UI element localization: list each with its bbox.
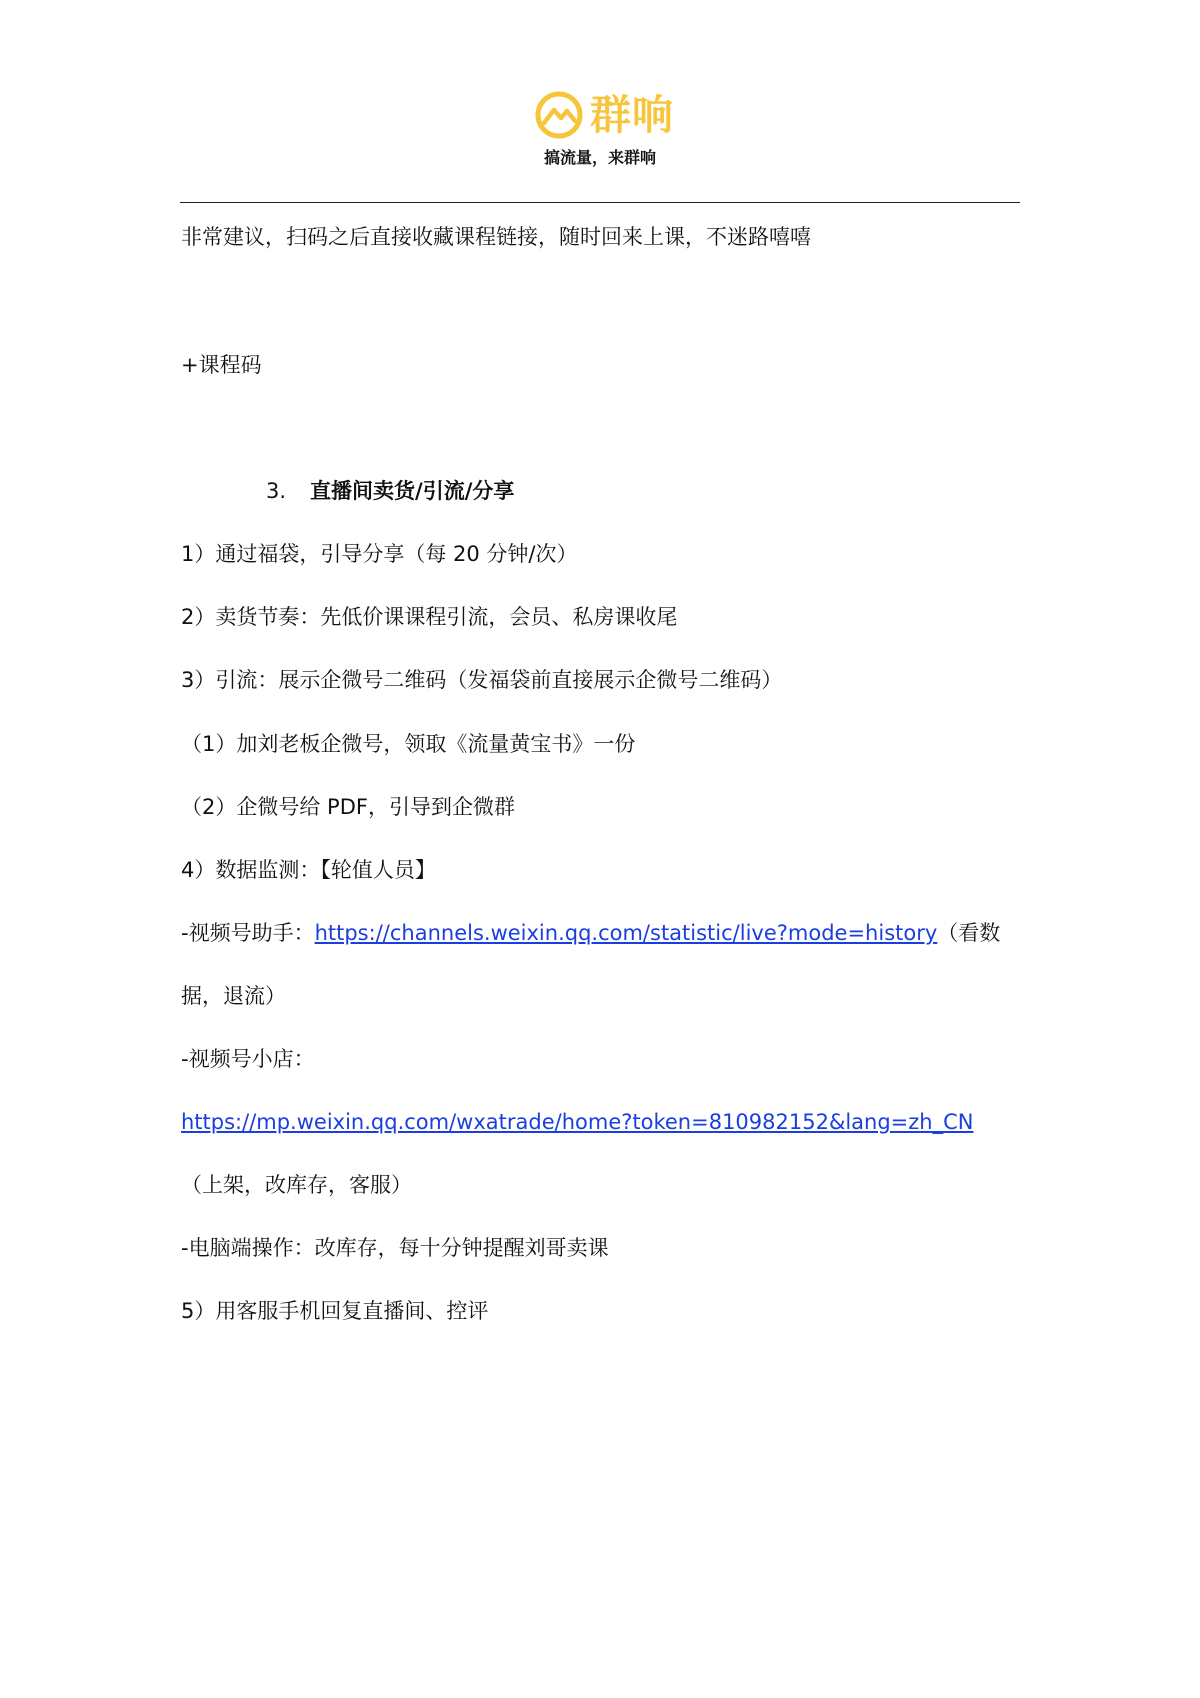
channels-assistant-line bbox=[181, 918, 1000, 948]
list-item: 3）引流：展示企微号二维码（发福袋前直接展示企微号二维码） bbox=[181, 668, 783, 692]
brand-name: 群响 bbox=[590, 91, 674, 139]
list-item: 4）数据监测：【轮值人员】 bbox=[181, 858, 436, 882]
list-item: （1）加刘老板企微号，领取《流量黄宝书》一份 bbox=[181, 732, 636, 756]
channels-assistant-label: -视频号助手： bbox=[181, 921, 315, 945]
section-number: 3. bbox=[266, 479, 287, 503]
list-item: （2）企微号给 PDF，引导到企微群 bbox=[181, 795, 515, 819]
mountain-logo-icon bbox=[534, 90, 584, 140]
section-title: 直播间卖货/引流/分享 bbox=[310, 479, 515, 503]
brand-logo bbox=[534, 88, 674, 146]
brand-slogan: 搞流量，来群响 bbox=[543, 148, 656, 167]
document-header bbox=[0, 82, 1200, 172]
list-item: 1）通过福袋，引导分享（每 20 分钟/次） bbox=[181, 542, 578, 566]
channels-shop-label: -视频号小店： bbox=[181, 1047, 315, 1071]
list-item: 2）卖货节奏：先低价课课程引流，会员、私房课收尾 bbox=[181, 605, 678, 629]
course-code-label: +课程码 bbox=[181, 353, 262, 377]
pc-ops-text: -电脑端操作：改库存，每十分钟提醒刘哥卖课 bbox=[181, 1236, 609, 1260]
intro-text: 非常建议，扫码之后直接收藏课程链接，随时回来上课，不迷路嘻嘻 bbox=[181, 225, 811, 249]
channels-shop-note: （上架，改库存，客服） bbox=[181, 1173, 412, 1197]
list-item: 5）用客服手机回复直播间、控评 bbox=[181, 1299, 489, 1323]
section-heading bbox=[266, 476, 514, 506]
channels-shop-link[interactable]: https://mp.weixin.qq.com/wxatrade/home?token=810982152&lang=zh_CN bbox=[181, 1110, 974, 1134]
channels-assistant-note: （看数 bbox=[937, 921, 1001, 945]
header-divider bbox=[180, 202, 1020, 203]
channels-assistant-link[interactable]: https://channels.weixin.qq.com/statistic/live?mode=history bbox=[314, 921, 938, 945]
channels-assistant-note-cont: 据，退流） bbox=[181, 984, 286, 1008]
channels-shop-line bbox=[181, 1107, 973, 1137]
